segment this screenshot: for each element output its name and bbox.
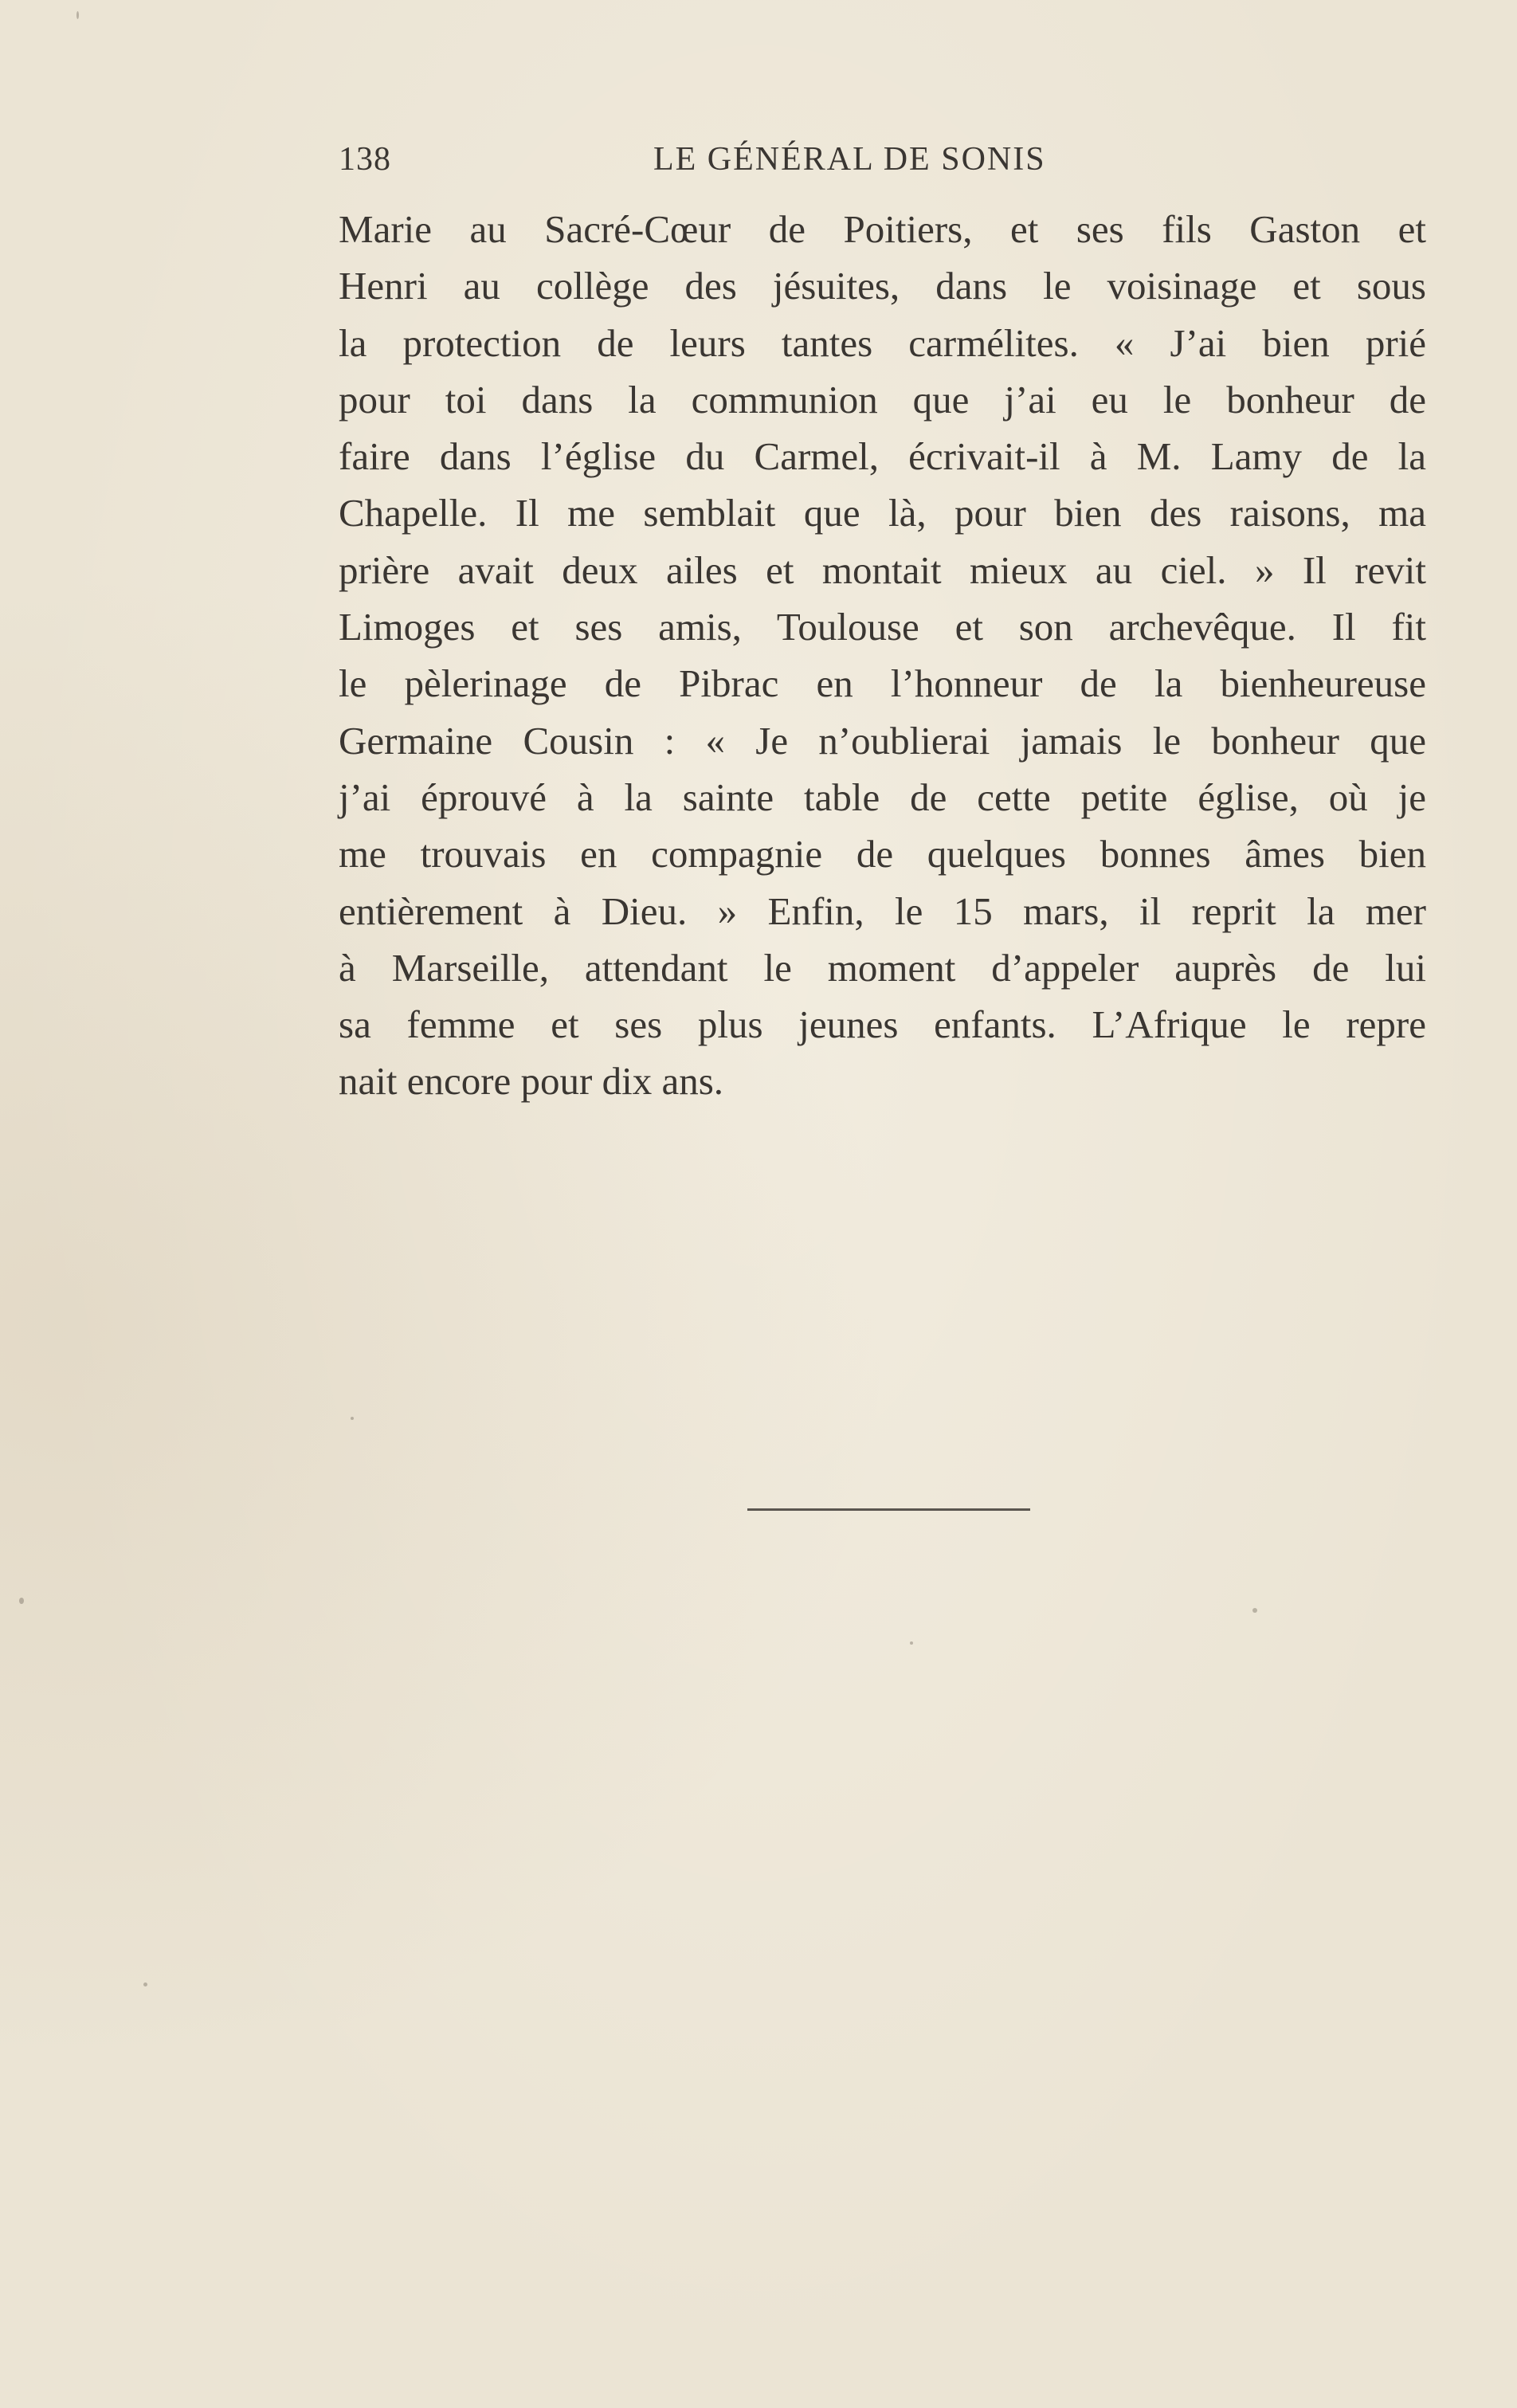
text-line: nait encore pour dix ans. [339,1059,724,1104]
text-line: Limoges et ses amis, Toulouse et son archevêque. Il fit [339,605,1426,649]
text-line: à Marseille, attendant le moment d’appeler auprès de lui [339,945,1426,990]
text-line: Henri au collège des jésuites, dans le voisinage et sous [339,264,1426,308]
text-line: j’ai éprouvé à la sainte table de cette petite église, où je [339,775,1426,819]
running-title: LE GÉNÉRAL DE SONIS [653,141,1046,178]
end-rule [747,1508,1030,1511]
text-line: entièrement à Dieu. » Enfin, le 15 mars, il reprit la mer [339,888,1426,933]
paper-speck [143,1982,147,1986]
text-line: Germaine Cousin : « Je n’oublierai jamais le bonheur que [339,718,1426,763]
text-line: sa femme et ses plus jeunes enfants. L’Afrique le repre [339,1002,1426,1047]
page-header [339,134,1426,190]
text-line: la protection de leurs tantes carmélites. « J’ai bien prié [339,320,1426,365]
paper-speck [76,11,79,19]
text-line: Chapelle. Il me semblait que là, pour bien des raisons, ma [339,491,1426,535]
page-number: 138 [339,141,391,178]
paper-speck [910,1641,913,1645]
text-line: faire dans l’église du Carmel, écrivait-il à M. Lamy de la [339,434,1426,479]
text-line: pour toi dans la communion que j’ai eu le bonheur de [339,377,1426,422]
text-line: Marie au Sacré-Cœur de Poitiers, et ses fils Gaston et [339,207,1426,251]
paper-speck [351,1417,354,1420]
text-line: me trouvais en compagnie de quelques bonnes âmes bien [339,832,1426,877]
paper-speck [1252,1608,1257,1613]
text-line: prière avait deux ailes et montait mieux au ciel. » Il revit [339,547,1426,592]
paper-speck [19,1598,24,1604]
body-text [339,201,1426,1110]
text-line: le pèlerinage de Pibrac en l’honneur de la bienheureuse [339,661,1426,706]
